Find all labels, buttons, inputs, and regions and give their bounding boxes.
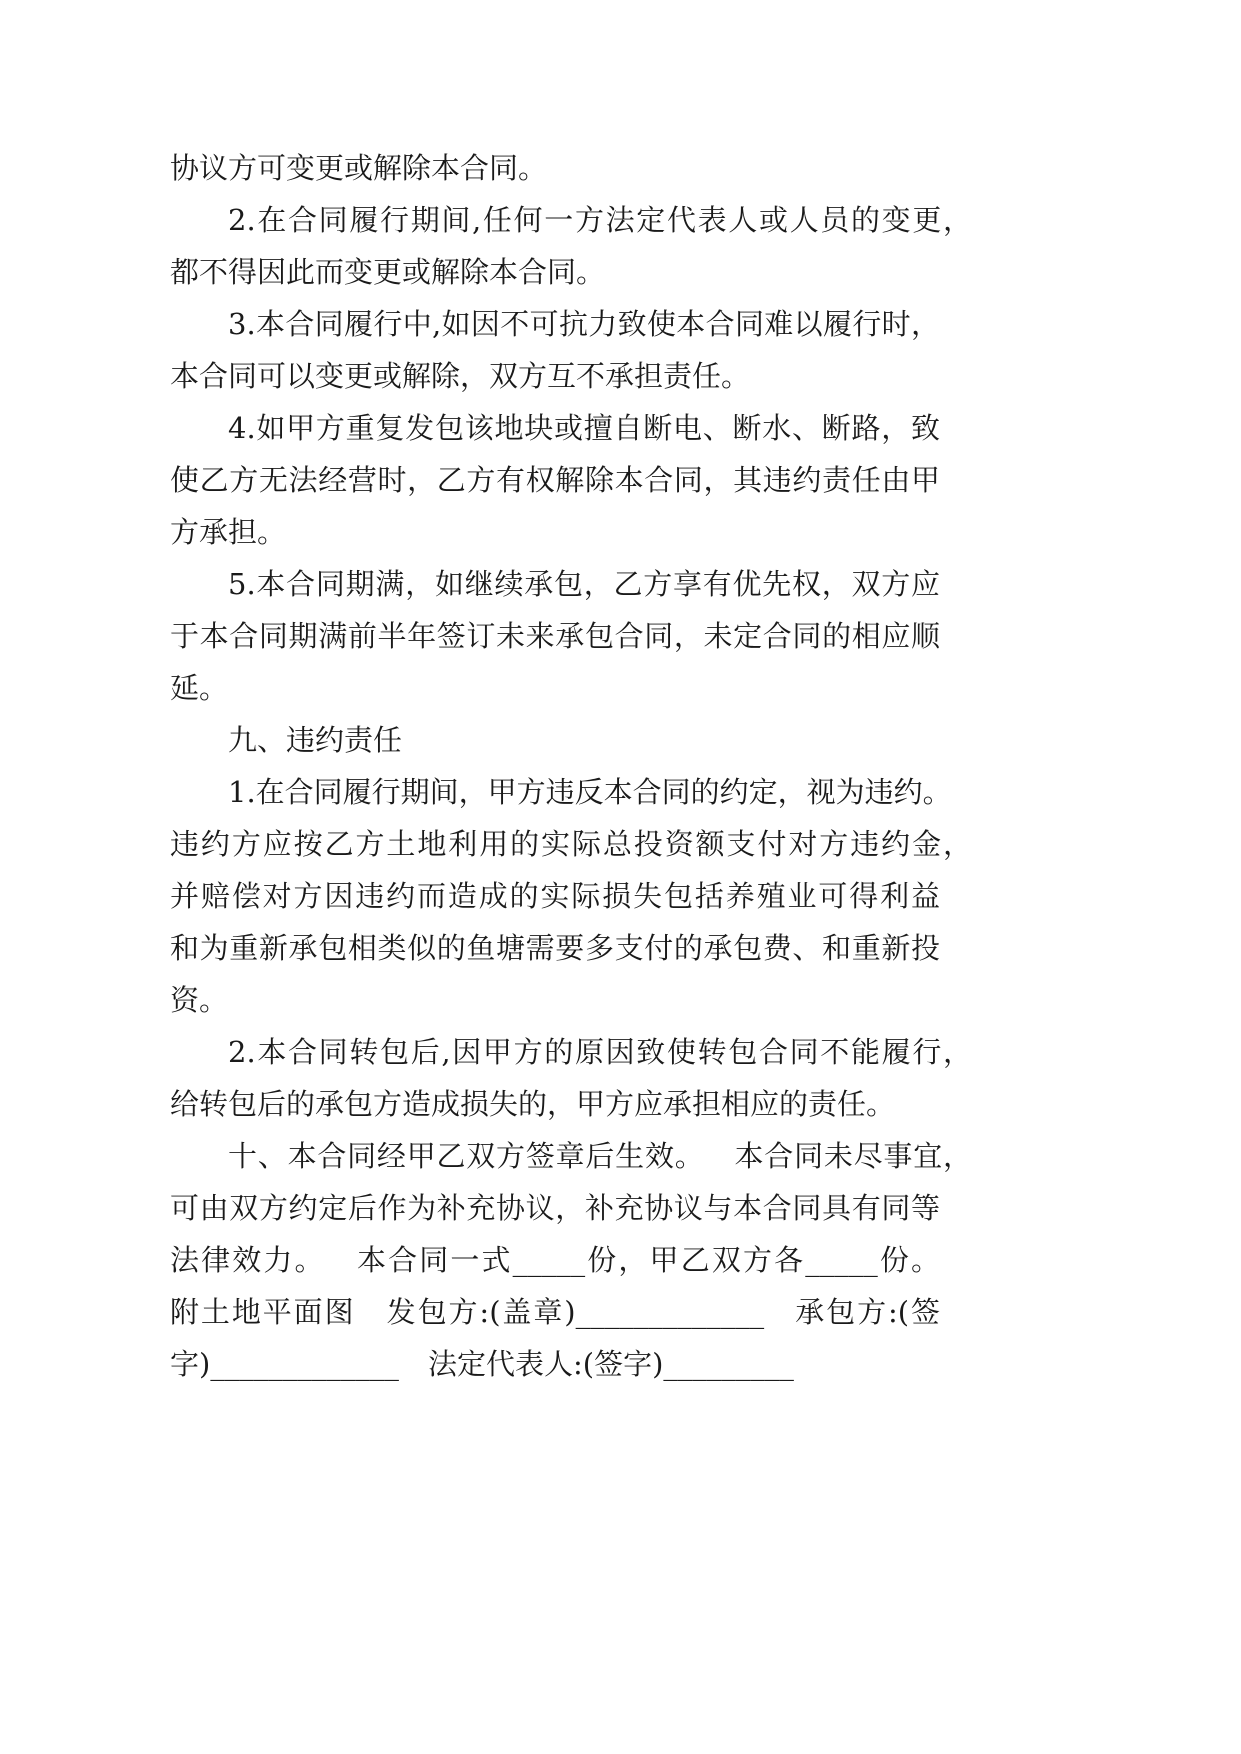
text-line: 本合同可以变更或解除，双方互不承担责任。 — [170, 359, 751, 393]
paragraph-effectiveness-and-signatures — [170, 1130, 990, 1390]
signature-line: 附土地平面图 发包方:(盖章)_____________ 承包方:(签 — [170, 1295, 940, 1329]
text-line: 十、本合同经甲乙双方签章后生效。 本合同未尽事宜， — [228, 1139, 972, 1173]
text-line: 4.如甲方重复发包该地块或擅自断电、断水、断路，致 — [228, 411, 940, 445]
text-line: 资。 — [170, 983, 229, 1017]
text-line: 和为重新承包相类似的鱼塘需要多支付的承包费、和重新投 — [170, 931, 940, 965]
paragraph-breach-item-1 — [170, 766, 990, 1026]
section-heading-breach-liability — [170, 714, 990, 766]
copies-line: 法律效力。 本合同一式_____份，甲乙双方各_____份。 — [170, 1243, 940, 1277]
paragraph-continued — [170, 142, 990, 194]
text-line: 1.在合同履行期间，甲方违反本合同的约定，视为违约。 — [228, 775, 952, 809]
paragraph-item-2 — [170, 194, 990, 298]
signature-line: 字)_____________ 法定代表人:(签字)_________ — [170, 1347, 794, 1381]
text-line: 方承担。 — [170, 515, 287, 549]
text-line: 2.在合同履行期间,任何一方法定代表人或人员的变更， — [228, 203, 972, 237]
document-body — [170, 142, 990, 1390]
paragraph-breach-item-2 — [170, 1026, 990, 1130]
text-line: 延。 — [170, 671, 229, 705]
text-line: 并赔偿对方因违约而造成的实际损失包括养殖业可得利益 — [170, 879, 940, 913]
paragraph-item-4 — [170, 402, 990, 558]
text-line: 都不得因此而变更或解除本合同。 — [170, 255, 606, 289]
text-line: 5.本合同期满，如继续承包，乙方享有优先权，双方应 — [228, 567, 940, 601]
text-line: 违约方应按乙方土地利用的实际总投资额支付对方违约金， — [170, 827, 972, 861]
text-line: 于本合同期满前半年签订未来承包合同，未定合同的相应顺 — [170, 619, 940, 653]
paragraph-item-5 — [170, 558, 990, 714]
paragraph-item-3 — [170, 298, 990, 402]
text-line: 3.本合同履行中,如因不可抗力致使本合同难以履行时， — [228, 307, 940, 341]
text-line: 2.本合同转包后,因甲方的原因致使转包合同不能履行， — [228, 1035, 972, 1069]
text-line: 使乙方无法经营时，乙方有权解除本合同，其违约责任由甲 — [170, 463, 940, 497]
text-line: 协议方可变更或解除本合同。 — [170, 151, 548, 185]
section-heading-text: 九、违约责任 — [228, 723, 403, 757]
text-line: 可由双方约定后作为补充协议，补充协议与本合同具有同等 — [170, 1191, 940, 1225]
text-line: 给转包后的承包方造成损失的，甲方应承担相应的责任。 — [170, 1087, 896, 1121]
